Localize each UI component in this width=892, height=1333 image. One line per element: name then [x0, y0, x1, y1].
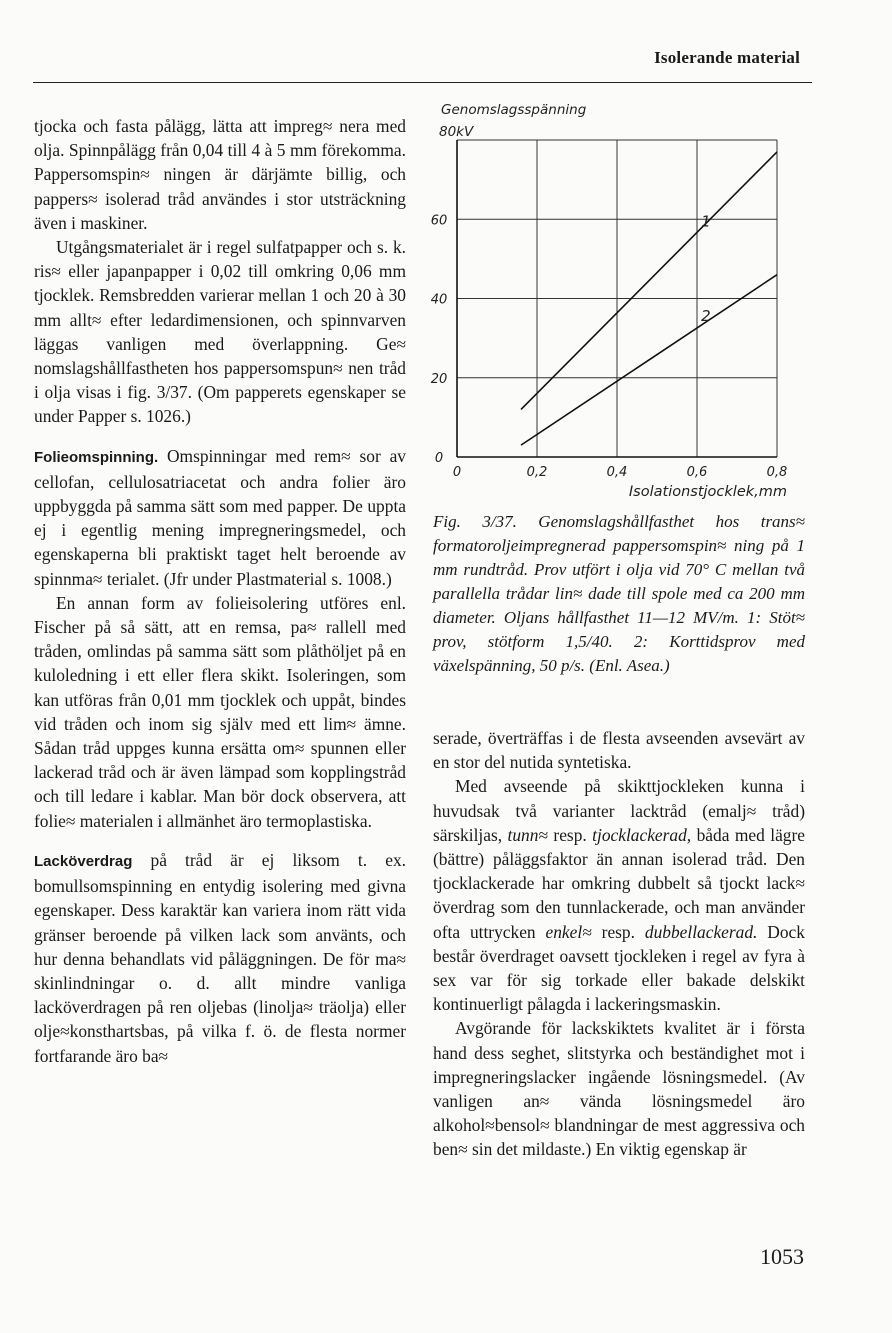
paragraph: Utgångsmaterialet är i regel sulfatpapper och s. k. ris≈ eller japanpapper i 0,02 till omkring 0,06 mm tjocklek. Remsbredden varierar mellan 1 och 20 à 30 mm allt≈ efter ledardimensionen, och spinnvarven läggas vanligen med överlappning. Ge≈ nomslagshållfastheten hos pappersomspun≈ nen tråd i olja visas i fig. 3/37. (Om papperets egenskaper se under Papper s. 1026.) [34, 237, 406, 427]
x-tick-label: 0,2 [526, 465, 548, 480]
run-in-heading: Lacköverdrag [34, 852, 133, 870]
y-axis-label: Genomslagsspänning [441, 102, 587, 118]
y-tick-label: 60 [430, 213, 448, 229]
y-axis-unit-label: 80kV [439, 124, 474, 140]
x-tick-label: 0,8 [766, 465, 788, 480]
breakdown-voltage-chart [425, 100, 805, 500]
paragraph: Lacköverdrag på tråd är ej liksom t. ex. bomullsomspinning en entydig isolering med givna egenskaper. Dess karaktär kan variera inom rätt vida gränser beroende på vilken lack som använts, och hur denna behandlats vid påläggningen. De för ma≈ skinlindningar o. d. allt mindre vanliga lacköverdragen på ren oljebas (linolja≈ träolja) eller olje≈konsthartsbas, på vilka f. ö. de flesta normer fortfarande äro ba≈ [34, 849, 406, 1066]
y-tick-label: 20 [430, 371, 448, 387]
x-tick-label: 0,4 [606, 465, 628, 480]
run-in-heading: Folieomspinning. [34, 448, 159, 466]
x-tick-label: 0 [452, 465, 462, 480]
right-column [433, 726, 805, 1162]
y-tick-label: 40 [430, 292, 448, 308]
x-axis-label: Isolationstjocklek,mm [628, 484, 787, 500]
italic-term: dubbellackerad. [644, 921, 758, 942]
x-tick-label: 0,6 [686, 465, 708, 480]
y-tick-label: 0 [434, 451, 444, 466]
paragraph: serade, överträffas i de flesta avseenden avsevärt av en stor del nutida syntetiska. [433, 728, 805, 773]
running-header: Isolerande material [654, 48, 800, 67]
series-label: 2 [701, 307, 711, 326]
header-rule [33, 82, 812, 83]
series-line-2 [521, 275, 777, 445]
series-label: 1 [701, 212, 711, 231]
left-column [34, 114, 406, 1068]
italic-term: tunn≈ [507, 824, 548, 845]
paragraph: Avgörande för lackskiktets kvalitet är i första hand dess seghet, slitstyrka och beständighet mot i impregneringslacker ingående lösningsmedel. (Av vanligen an≈ vända lösningsmedel äro alkohol≈bensol≈ blandningar de mest aggressiva och ben≈ sin det mildaste.) En viktig egenskap är [433, 1018, 805, 1160]
italic-term: enkel≈ [545, 921, 592, 942]
paragraph: Med avseende på skikttjockleken kunna i huvudsak två varianter lacktråd (emalj≈ tråd) särskiljas, tunn≈ resp. tjocklackerad, båda med lägre (bättre) påläggsfaktor än annan isolerad tråd. Den tjocklackerade har omkring dubbelt så tjockt lack≈ överdrag som den tunnlackerade, och man använder ofta uttrycken enkel≈ resp. dubbellackerad. Dock består överdraget oavsett tjockleken i regel av fyra à sex var för sig torkade eller bakade delskikt kontinuerligt pålagda i lackeringsmaskin. [433, 776, 805, 1015]
paragraph: En annan form av folieisolering utföres enl. Fischer på så sätt, att en remsa, pa≈ rallell med tråden, omlindas på samma sätt som plåthöljet på en kuloledning i ett eller flera skikt. Isoleringen, som kan utföras från 0,01 mm tjocklek och uppåt, bindes vid tråden och inom sig själv med ett lim≈ ämne. Sådan tråd uppges kunna ersätta om≈ spunnen eller lackerad tråd och är även lämpad som kopplingstråd och till ledare i kablar. Man bör dock observera, att folie≈ materialen i allmänhet äro termoplastiska. [34, 592, 406, 831]
figure-caption: Fig. 3/37. Genomslagshållfasthet hos trans≈ formatoroljeimpregnerad pappersomspin≈ ning på 1 mm rundtråd. Prov utfört i olja vid 70° C mellan två parallella trådar lin≈ dade till spole med ca 200 mm diameter. Oljans hållfasthet 11—12 MV/m. 1: Stöt≈ prov, stötform 1,5/40. 2: Korttidsprov med växelspänning, 50 p/s. (Enl. Asea.) [433, 512, 805, 675]
paragraph: Folieomspinning. Omspinningar med rem≈ sor av cellofan, cellulosatriacetat och andra folier äro uppbyggda på samma sätt som med papper. De uppta ej i egentlig mening impregneringsmedel, och egenskaperna bli praktiskt taget helt beroende av spinnma≈ terialet. (Jfr under Plastmaterial s. 1008.) [34, 445, 406, 589]
series-line-1 [521, 152, 777, 410]
italic-term: tjocklackerad, [592, 824, 692, 845]
page-number: 1053 [760, 1244, 804, 1269]
paragraph: tjocka och fasta pålägg, lätta att impreg≈ nera med olja. Spinnpålägg från 0,04 till 4 à 5 mm förekomma. Pappersomspin≈ ningen är därjämte billig, och pappers≈ isolerad tråd användes i stor utsträckning även i maskiner. [34, 116, 406, 233]
